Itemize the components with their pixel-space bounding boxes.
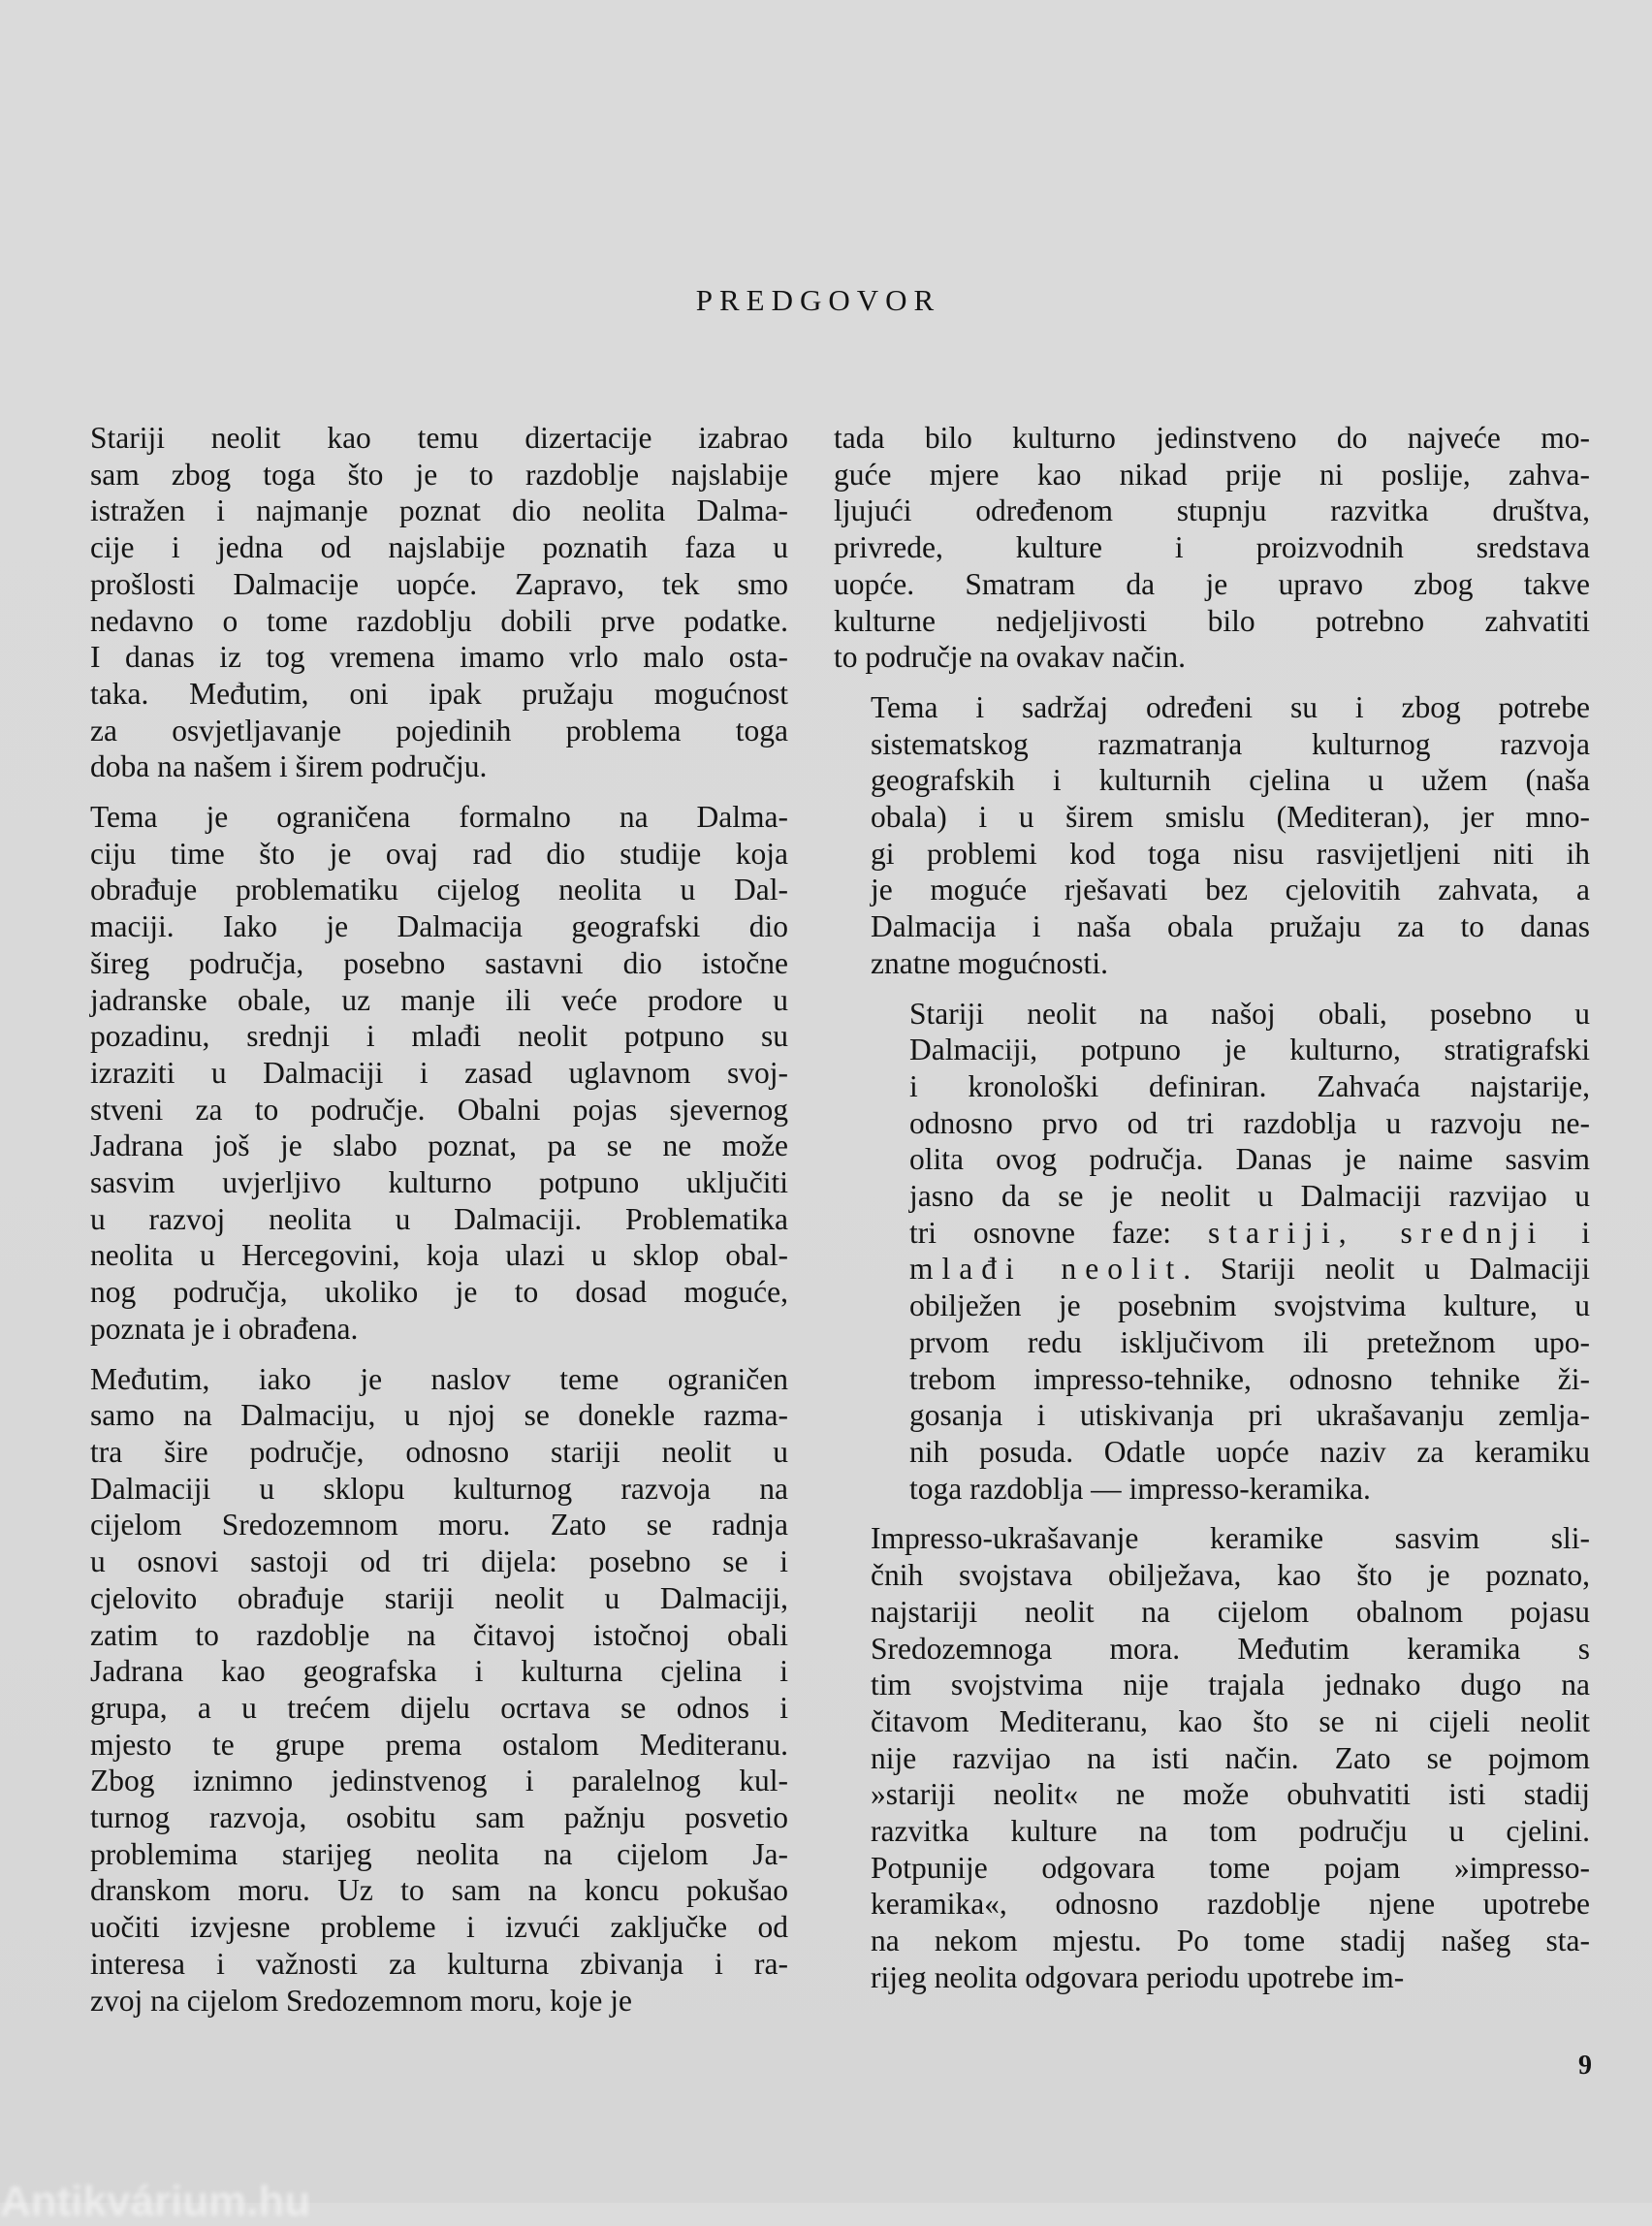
text-line: nih posuda. Odatle uopće naziv za keramiku: [909, 1434, 1590, 1469]
text-line: taka. Međutim, oni ipak pružaju mogućnost: [90, 676, 788, 711]
watermark: Antikvárium.hu: [0, 2178, 311, 2225]
text-line: interesa i važnosti za kulturna zbivanja i ra-: [90, 1946, 788, 1981]
text-line: dranskom moru. Uz to sam na koncu pokušao: [90, 1873, 788, 1908]
text-line: ciju time što je ovaj rad dio studije koja: [90, 836, 788, 871]
text-line: pozadinu, srednji i mlađi neolit potpuno su: [90, 1019, 788, 1054]
text-line: turnog razvoja, osobitu sam pažnju posvetio: [90, 1800, 788, 1835]
text-line: nedavno o tome razdoblju dobili prve podatke.: [90, 603, 788, 638]
text-line: jadranske obale, uz manje ili veće prodore u: [90, 982, 788, 1017]
text-line: geografskih i kulturnih cjelina u užem (naša: [871, 763, 1590, 798]
text-line: nog područja, ukoliko je to dosad moguće,: [90, 1275, 788, 1310]
text-line: rijeg neolita odgovara periodu upotrebe im-: [871, 1959, 1405, 1994]
text-line: mjesto te grupe prema ostalom Mediteranu.: [90, 1727, 788, 1762]
text-line: Impresso-ukrašavanje keramike sasvim sli-: [871, 1521, 1590, 1556]
text-line: guće mjere kao nikad prije ni poslije, zahva-: [834, 457, 1590, 492]
left-column: [53, 420, 788, 2032]
text-line: Tema je ograničena formalno na Dalma-: [90, 800, 788, 835]
text-line: Dalmacija i naša obala pružaju za to danas: [871, 909, 1590, 944]
text-line: najstariji neolit na cijelom obalnom pojasu: [871, 1594, 1590, 1629]
text-line: obala) i u širem smislu (Mediteran), jer mno-: [871, 800, 1590, 835]
text-line: u razvoj neolita u Dalmaciji. Problematika: [90, 1201, 788, 1236]
spaced-emphasis: mlađi neolit: [909, 1252, 1184, 1287]
text-line: kulturne nedjeljivosti bilo potrebno zahvatiti: [834, 603, 1590, 638]
text-line: Dalmaciji, potpuno je kulturno, stratigrafski: [909, 1033, 1590, 1067]
paragraph-continued: [834, 420, 1590, 676]
text-line: Međutim, iako je naslov teme ograničen: [90, 1361, 788, 1396]
text-line: odnosno prvo od tri razdoblja u razvoju ne-: [909, 1105, 1590, 1140]
text-line: Sredozemnoga mora. Međutim keramika s: [871, 1631, 1590, 1666]
text-line: čitavom Mediteranu, kao što se ni cijeli neolit: [871, 1703, 1590, 1738]
text-line: za osvjetljavanje pojedinih problema toga: [90, 713, 788, 747]
text-line: nije razvijao na isti način. Zato se pojmom: [871, 1740, 1590, 1775]
text-line: to područje na ovakav način.: [834, 640, 1186, 675]
text-line: doba na našem i širem području.: [90, 749, 488, 784]
text-line: čnih svojstava obilježava, kao što je poznato,: [871, 1558, 1590, 1593]
text-line: razvitka kulture na tom području u cjelini.: [871, 1814, 1590, 1849]
page-title: PREDGOVOR: [695, 283, 941, 317]
text-line: i kronološki definiran. Zahvaća najstarije,: [909, 1068, 1590, 1103]
text-line: sasvim uvjerljivo kulturno potpuno uključiti: [90, 1165, 788, 1200]
text-line: Jadrana još je slabo poznat, pa se ne može: [90, 1129, 788, 1163]
text-line: gi problemi kod toga nisu rasvijetljeni niti ih: [871, 836, 1590, 871]
text-line: tim svojstvima nije trajala jednako dugo na: [871, 1668, 1590, 1702]
text-line: cijelom Sredozemnom moru. Zato se radnja: [90, 1508, 788, 1542]
text-line: na nekom mjestu. Po tome stadij našeg sta-: [871, 1924, 1590, 1958]
text-line: stveni za to područje. Obalni pojas sjevernog: [90, 1092, 788, 1127]
text-line: Dalmaciji u sklopu kulturnog razvoja na: [90, 1471, 788, 1506]
text-line: prvom redu isključivom ili pretežnom upo-: [909, 1324, 1590, 1359]
text-line: šireg područja, posebno sastavni dio istočne: [90, 945, 788, 980]
text-line: sistematskog razmatranja kulturnog razvoja: [871, 726, 1590, 761]
paragraph: [53, 420, 788, 785]
spaced-emphasis: stariji, srednji: [1208, 1215, 1545, 1250]
text-line: sam zbog toga što je to razdoblje najslabije: [90, 457, 788, 492]
text-line: jasno da se je neolit u Dalmaciji razvijao u: [909, 1179, 1590, 1214]
text-line: Potpunije odgovara tome pojam »impresso-: [871, 1850, 1590, 1885]
text-line: maciji. Iako je Dalmacija geografski dio: [90, 909, 788, 944]
paragraph: [53, 799, 788, 1348]
text-line: tada bilo kulturno jedinstveno do najveće mo-: [834, 421, 1590, 455]
text-line: olita ovog područja. Danas je naime sasvim: [909, 1142, 1590, 1177]
text-line: samo na Dalmaciju, u njoj se donekle razma-: [90, 1398, 788, 1433]
text-line: cije i jedna od najslabije poznatih faza u: [90, 530, 788, 565]
text-line: Stariji neolit kao temu dizertacije izabrao: [90, 421, 788, 455]
text-line: znatne mogućnosti.: [871, 945, 1108, 980]
text-line: izraziti u Dalmaciji i zasad uglavnom svoj-: [90, 1055, 788, 1090]
text-line: je moguće rješavati bez cjelovitih zahvata, a: [871, 873, 1590, 907]
text-line: gosanja i utiskivanja pri ukrašavanju zemlja-: [909, 1398, 1590, 1433]
paragraph: [834, 1520, 1590, 1995]
text-line: privrede, kulture i proizvodnih sredstava: [834, 530, 1590, 565]
text-line: I danas iz tog vremena imamo vrlo malo osta-: [90, 640, 788, 675]
text-line: u osnovi sastoji od tri dijela: posebno se i: [90, 1544, 788, 1579]
text-line: poznata je i obrađena.: [90, 1311, 359, 1346]
paragraph: [834, 689, 1590, 982]
text-line: tri osnovne faze: stariji, srednji i: [909, 1215, 1590, 1250]
text-line: obilježen je posebnim svojstvima kulture, u: [909, 1288, 1590, 1323]
text-line: uočiti izvjesne probleme i izvući zaključke od: [90, 1910, 788, 1945]
text-line: cjelovito obrađuje stariji neolit u Dalmaciji,: [90, 1580, 788, 1615]
text-line: mlađi neolit. Stariji neolit u Dalmaciji: [909, 1252, 1590, 1287]
text-line: uopće. Smatram da je upravo zbog takve: [834, 566, 1590, 601]
text-line: Jadrana kao geografska i kulturna cjelina i: [90, 1654, 788, 1689]
text-line: Stariji neolit na našoj obali, posebno u: [909, 996, 1590, 1031]
right-column: [834, 420, 1590, 2010]
text-line: keramika«, odnosno razdoblje njene upotrebe: [871, 1887, 1590, 1922]
page-number: 9: [1578, 2051, 1592, 2081]
text-line: grupa, a u trećem dijelu ocrtava se odnos i: [90, 1690, 788, 1725]
text-line: »stariji neolit« ne može obuhvatiti isti stadij: [871, 1777, 1590, 1812]
text-line: Tema i sadržaj određeni su i zbog potrebe: [871, 689, 1590, 724]
paragraph: [53, 1361, 788, 2019]
text-line: prošlosti Dalmacije uopće. Zapravo, tek smo: [90, 566, 788, 601]
text-line: neolita u Hercegovini, koja ulazi u sklop obal-: [90, 1238, 788, 1273]
text-line: ljujući određenom stupnju razvitka društva,: [834, 493, 1590, 528]
text-line: tra šire područje, odnosno stariji neolit u: [90, 1434, 788, 1469]
text-line: obrađuje problematiku cijelog neolita u Dal-: [90, 873, 788, 907]
text-line: Zbog iznimno jedinstvenog i paralelnog kul-: [90, 1764, 788, 1798]
text-line: toga razdoblja — impresso-keramika.: [909, 1471, 1371, 1506]
text-line: istražen i najmanje poznat dio neolita Dalma-: [90, 493, 788, 528]
paragraph: [834, 996, 1590, 1508]
text-line: zvoj na cijelom Sredozemnom moru, koje je: [90, 1983, 632, 2018]
text-line: zatim to razdoblje na čitavoj istočnoj obali: [90, 1617, 788, 1652]
text-line: problemima starijeg neolita na cijelom Ja-: [90, 1836, 788, 1871]
text-line: trebom impresso-tehnike, odnosno tehnike ži-: [909, 1361, 1590, 1396]
